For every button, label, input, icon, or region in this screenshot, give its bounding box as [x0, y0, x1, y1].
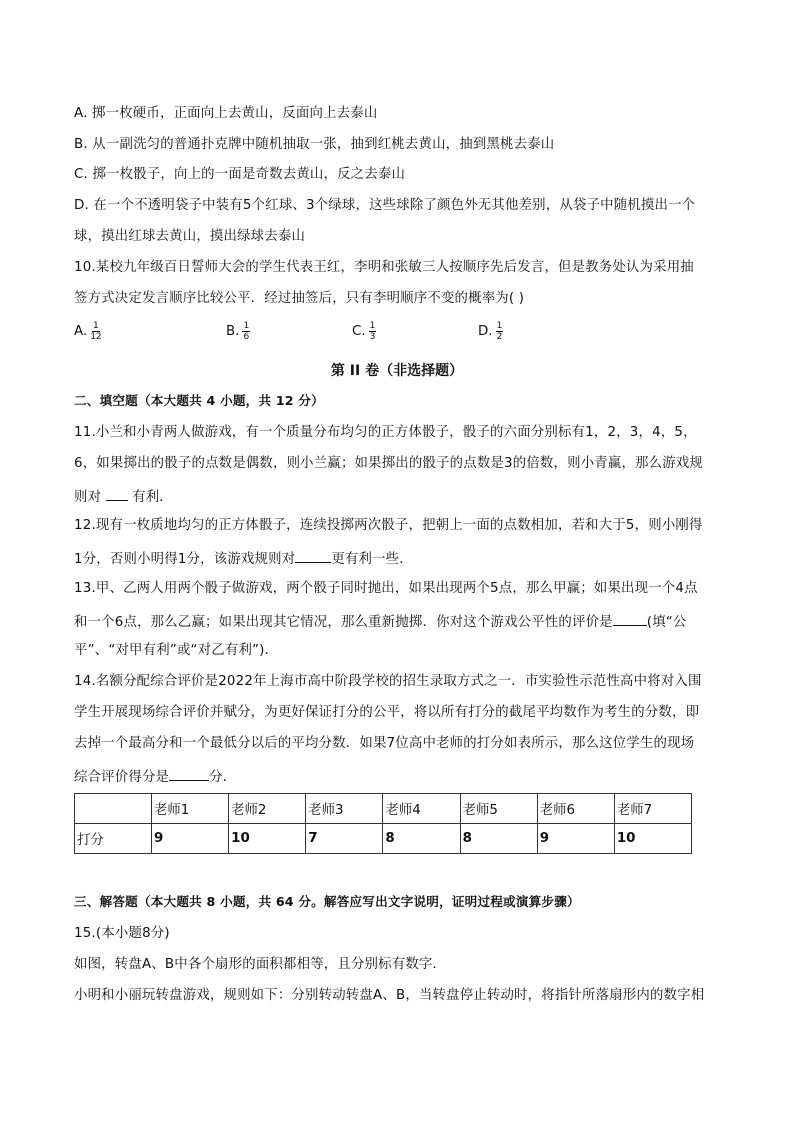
score-cell: 7 — [306, 824, 383, 854]
q14-line4-start: 综合评价得分是 — [74, 770, 170, 785]
q15-line3: 小明和小丽玩转盘游戏，规则如下：分别转动转盘A、B，当转盘停止转动时，将指针所落扇形内的数字相 — [74, 988, 705, 1003]
fraction — [496, 321, 504, 342]
q11-line3-start: 则对 — [74, 490, 106, 505]
fraction-denominator: 12 — [90, 332, 102, 342]
q9-option-a: A. 掷一枚硬币，正面向上去黄山，反面向上去泰山 — [74, 106, 378, 121]
fraction-denominator: 2 — [496, 332, 503, 342]
teacher-scores-table — [74, 793, 692, 854]
q14-line3: 去掉一个最高分和一个最低分以后的平均分数．如果7位高中老师的打分如表所示，那么这位学生的现场 — [74, 736, 695, 751]
q15-line2: 如图，转盘A、B中各个扇形的面积都相等，且分别标有数字． — [74, 957, 447, 972]
table-header-cell: 老师1 — [152, 794, 229, 824]
score-cell: 10 — [229, 824, 306, 854]
q15-line1: 15.(本小题8分) — [74, 926, 170, 941]
score-cell: 10 — [614, 824, 691, 854]
q10-options — [74, 321, 574, 351]
q13-line1: 13.甲、乙两人用两个骰子做游戏，两个骰子同时抛出，如果出现两个5点，那么甲赢；如果出现一个4点 — [74, 581, 698, 596]
q9-option-c: C. 掷一枚骰子，向上的一面是奇数去黄山，反之去泰山 — [74, 167, 406, 182]
q10-option-c — [352, 321, 376, 342]
table-header-cell: 老师7 — [614, 794, 691, 824]
q13-line2-end: (填“公 — [646, 615, 687, 630]
answer-blank — [295, 548, 331, 563]
score-cell: 8 — [460, 824, 537, 854]
q13-line3: 平”、“对甲有利”或“对乙有利”)． — [74, 643, 279, 658]
table-header-cell: 老师2 — [229, 794, 306, 824]
q14-line4-end: 分． — [209, 770, 237, 785]
q9-option-b: B. 从一副洗匀的普通扑克牌中随机抽取一张，抽到红桃去黄山，抽到黑桃去泰山 — [74, 137, 555, 152]
fraction-numerator: 1 — [243, 321, 250, 331]
answer-blank — [613, 611, 647, 626]
q13-line2 — [74, 611, 687, 632]
table-header-cell: 老师4 — [383, 794, 460, 824]
q14-line2: 学生开展现场综合评价并赋分，为更好保证打分的公平，将以所有打分的截尾平均数作为考生的分数，即 — [74, 705, 700, 720]
answer-blank — [169, 766, 209, 781]
q12-line1: 12.现有一枚质地均匀的正方体骰子，连续投掷两次骰子，把朝上一面的点数相加，若和大于5，则小刚得 — [74, 518, 703, 533]
score-cell: 9 — [152, 824, 229, 854]
fraction-numerator: 1 — [93, 321, 99, 331]
answer-blank — [106, 486, 128, 501]
table-header-cell — [75, 794, 152, 824]
q10-stem-line2: 签方式决定发言顺序比较公平．经过抽签后，只有李明顺序不变的概率为( ) — [74, 291, 525, 306]
solve-heading: 三、解答题（本大题共 8 小题，共 64 分。解答应写出文字说明，证明过程或演算步骤） — [74, 894, 580, 909]
q11-line3 — [74, 486, 173, 507]
q12-line2-end: 更有利一些． — [331, 552, 413, 567]
q10-option-b — [226, 321, 250, 342]
table-header-row — [75, 794, 692, 824]
table-header-cell: 老师5 — [460, 794, 537, 824]
fraction-numerator: 1 — [369, 321, 376, 331]
option-label: A. — [74, 324, 88, 339]
q10-option-a — [74, 321, 102, 342]
option-label: C. — [352, 324, 366, 339]
q12-line2-start: 1分，否则小明得1分，该游戏规则对 — [74, 552, 296, 567]
fraction-numerator: 1 — [496, 321, 503, 331]
table-row — [75, 824, 692, 854]
option-label: D. — [478, 324, 493, 339]
q9-option-d-line2: 球，摸出红球去黄山，摸出绿球去泰山 — [74, 229, 306, 244]
q11-line1: 11.小兰和小青两人做游戏，有一个质量分布均匀的正方体骰子，骰子的六面分别标有1，2，3，4，5， — [74, 425, 697, 440]
fraction — [90, 321, 101, 342]
fraction-denominator: 6 — [243, 332, 250, 342]
q14-line4 — [74, 766, 236, 787]
fraction — [369, 321, 377, 342]
score-cell: 9 — [537, 824, 614, 854]
fraction — [242, 321, 250, 342]
q13-line2-start: 和一个6点，那么乙赢；如果出现其它情况，那么重新抛掷．你对这个游戏公平性的评价是 — [74, 615, 613, 630]
q9-option-d-line1: D. 在一个不透明袋子中装有5个红球、3个绿球，这些球除了颜色外无其他差别，从袋子中随机摸出一个 — [74, 198, 696, 213]
score-cell: 8 — [383, 824, 460, 854]
option-label: B. — [226, 324, 240, 339]
fraction-denominator: 3 — [369, 332, 376, 342]
fill-blank-heading: 二、填空题（本大题共 4 小题，共 12 分） — [74, 393, 324, 408]
q11-line2: 6，如果掷出的骰子的点数是偶数，则小兰赢；如果掷出的骰子的点数是3的倍数，则小青赢，那么游戏规 — [74, 456, 704, 471]
q10-stem-line1: 10.某校九年级百日誓师大会的学生代表王红，李明和张敏三人按顺序先后发言，但是教务处认为采用抽 — [74, 260, 694, 275]
q11-line3-end: 有利． — [127, 490, 173, 505]
table-row-label: 打分 — [75, 824, 152, 854]
q12-line2 — [74, 548, 413, 569]
section-2-title: 第 II 卷（非选择题） — [330, 363, 464, 379]
q10-option-d — [478, 321, 503, 342]
q14-line1: 14.名额分配综合评价是2022年上海市高中阶段学校的招生录取方式之一．市实验性示范性高中将对入围 — [74, 674, 702, 689]
table-header-cell: 老师6 — [537, 794, 614, 824]
table-header-cell: 老师3 — [306, 794, 383, 824]
